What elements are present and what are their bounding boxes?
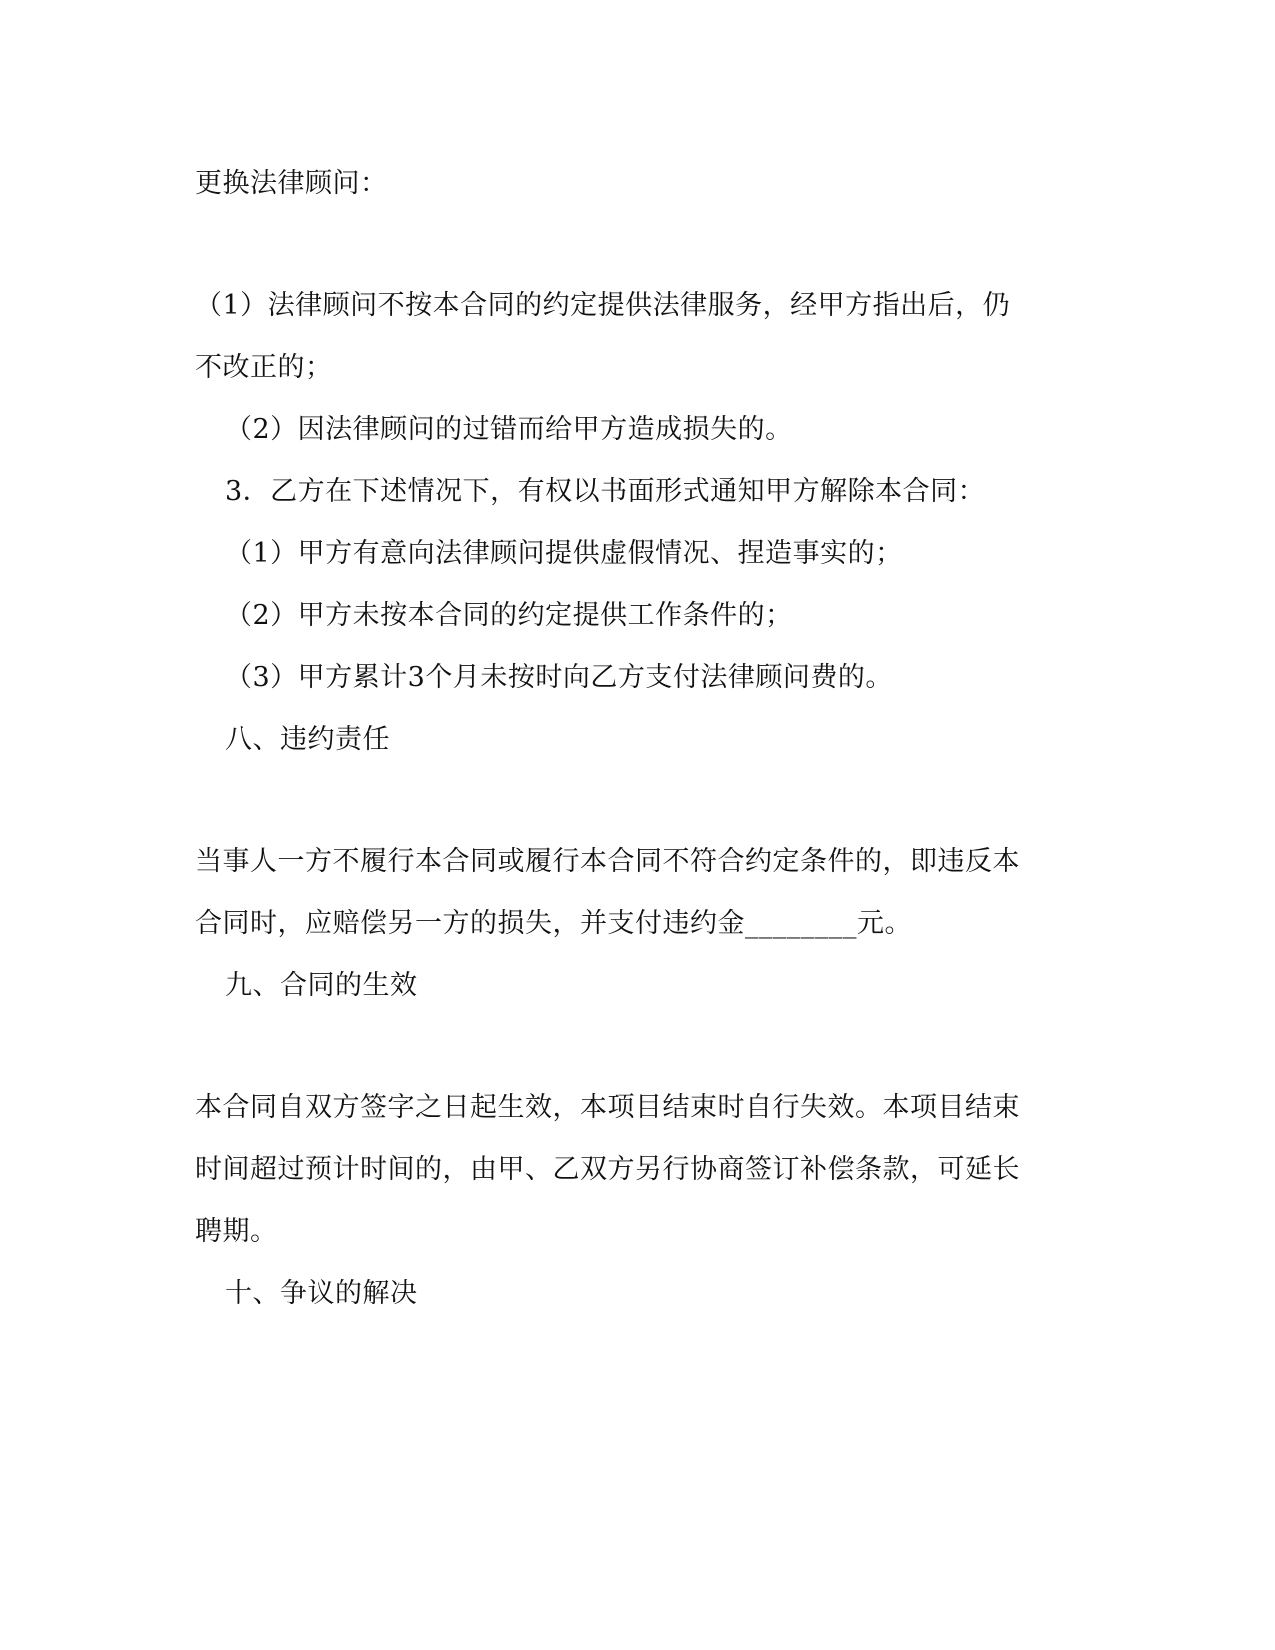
text-line: 更换法律顾问： [195,168,388,199]
text-line: （1）甲方有意向法律顾问提供虚假情况、捏造事实的； [225,538,903,569]
text-line: （1）法律顾问不按本合同的约定提供法律服务，经甲方指出后，仍 [195,290,1011,321]
section-heading: 九、合同的生效 [225,970,418,1001]
text-line: （3）甲方累计3个月未按时向乙方支付法律顾问费的。 [225,662,893,693]
text-line: 合同时，应赔偿另一方的损失，并支付违约金________元。 [195,908,912,939]
text-line: 不改正的； [195,352,333,383]
text-line: 时间超过预计时间的，由甲、乙双方另行协商签订补偿条款，可延长 [195,1154,1020,1185]
section-heading: 八、违约责任 [225,724,390,755]
text-line: 聘期。 [195,1216,278,1247]
text-line: 3．乙方在下述情况下，有权以书面形式通知甲方解除本合同： [225,476,986,507]
section-heading: 十、争议的解决 [225,1278,418,1309]
text-line: （2）甲方未按本合同的约定提供工作条件的； [225,600,793,631]
text-line: 当事人一方不履行本合同或履行本合同不符合约定条件的，即违反本 [195,846,1020,877]
text-line: 本合同自双方签字之日起生效，本项目结束时自行失效。本项目结束 [195,1092,1020,1123]
text-line: （2）因法律顾问的过错而给甲方造成损失的。 [225,414,793,445]
